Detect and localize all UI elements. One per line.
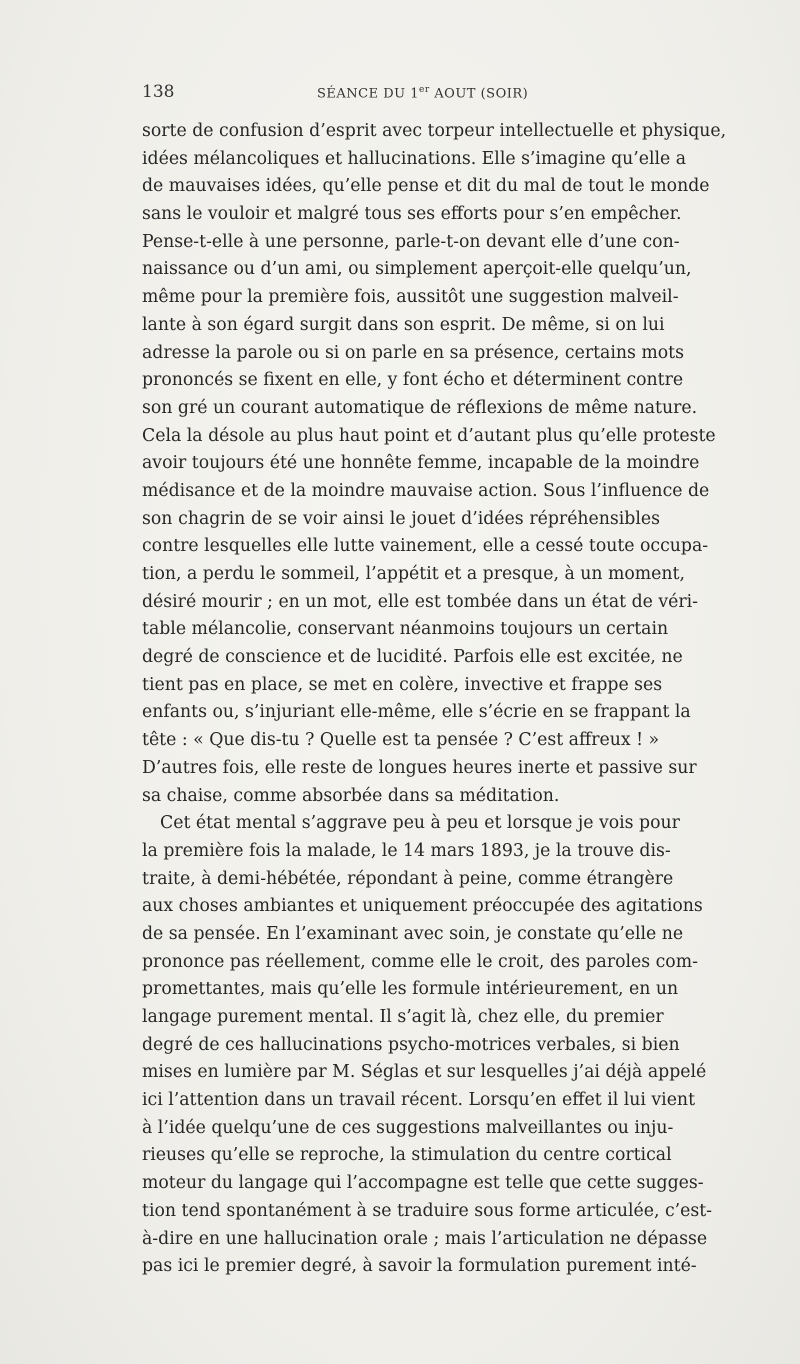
text-line: tion tend spontanément à se traduire sous forme articulée, c’est- [142, 1200, 712, 1221]
running-head-sup: er [419, 85, 430, 95]
text-line: contre lesquelles elle lutte vainement, elle a cessé toute occupa- [142, 536, 709, 557]
text-line: langage purement mental. Il s’agit là, chez elle, du premier [142, 1007, 664, 1027]
text-line: tion, a perdu le sommeil, l’appétit et a presque, à un moment, [142, 564, 685, 584]
text-line: adresse la parole ou si on parle en sa présence, certains mots [142, 342, 684, 363]
text-line: désiré mourir ; en un mot, elle est tombée dans un état de véri- [142, 591, 698, 612]
text-line: sorte de confusion d’esprit avec torpeur intellectuelle et physique, [142, 121, 727, 141]
text-line: de mauvaises idées, qu’elle pense et dit du mal de tout le monde [142, 176, 710, 197]
text-line: son chagrin de se voir ainsi le jouet d’idées répréhensibles [142, 508, 660, 529]
text-line: Cet état mental s’aggrave peu à peu et lorsque je vois pour [160, 813, 680, 834]
text-line: pas ici le premier degré, à savoir la formulation purement inté- [142, 1256, 697, 1277]
text-line: à-dire en une hallucination orale ; mais l’articulation ne dépasse [142, 1228, 708, 1249]
text-line: moteur du langage qui l’accompagne est telle que cette sugges- [142, 1173, 704, 1194]
text-line: la première fois la malade, le 14 mars 1893, je la trouve dis- [142, 840, 671, 861]
text-line: traite, à demi-hébétée, répondant à peine, comme étrangère [142, 868, 674, 889]
text-line: aux choses ambiantes et uniquement préoccupée des agitations [142, 896, 703, 917]
running-head-post: AOUT (SOIR) [429, 86, 529, 102]
page-header [142, 82, 662, 108]
text-line: médisance et de la moindre mauvaise action. Sous l’influence de [142, 480, 710, 501]
text-line: promettantes, mais qu’elle les formule intérieurement, en un [142, 979, 679, 1000]
text-line: tête : « Que dis-tu ? Quelle est ta pensée ? C’est affreux ! » [142, 730, 660, 751]
text-line: mises en lumière par M. Séglas et sur lesquelles j’ai déjà appelé [142, 1062, 707, 1083]
text-line: lante à son égard surgit dans son esprit. De même, si on lui [142, 314, 665, 335]
text-line: avoir toujours été une honnête femme, incapable de la moindre [142, 453, 700, 474]
text-line: D’autres fois, elle reste de longues heures inerte et passive sur [142, 757, 697, 778]
page-number: 138 [142, 82, 175, 102]
text-line: sans le vouloir et malgré tous ses efforts pour s’en empêcher. [142, 204, 682, 225]
text-line: table mélancolie, conservant néanmoins toujours un certain [142, 619, 669, 640]
text-line: prononce pas réellement, comme elle le croit, des paroles com- [142, 951, 698, 972]
text-line: même pour la première fois, aussitôt une suggestion malveil- [142, 287, 679, 308]
text-line: degré de ces hallucinations psycho-motrices verbales, si bien [142, 1034, 680, 1055]
text-line: enfants ou, s’injuriant elle-même, elle s’écrie en se frappant la [142, 702, 691, 723]
text-line: naissance ou d’un ami, ou simplement aperçoit-elle quelqu’un, [142, 259, 692, 280]
text-line: idées mélancoliques et hallucinations. Elle s’imagine qu’elle a [142, 148, 687, 169]
text-line: Cela la désole au plus haut point et d’autant plus qu’elle proteste [142, 425, 716, 446]
running-head-pre: SÉANCE DU 1 [317, 86, 420, 102]
text-line: tient pas en place, se met en colère, invective et frappe ses [142, 674, 663, 695]
text-line: degré de conscience et de lucidité. Parfois elle est excitée, ne [142, 647, 683, 668]
running-head [317, 85, 528, 101]
body-text [142, 118, 727, 1281]
text-line: Pense-t-elle à une personne, parle-t-on devant elle d’une con- [142, 231, 680, 252]
text-line: ici l’attention dans un travail récent. Lorsqu’en effet il lui vient [142, 1090, 696, 1111]
text-line: de sa pensée. En l’examinant avec soin, je constate qu’elle ne [142, 923, 684, 944]
text-line: sa chaise, comme absorbée dans sa méditation. [142, 785, 560, 806]
text-line: prononcés se fixent en elle, y font écho et déterminent contre [142, 370, 684, 391]
text-line: son gré un courant automatique de réflexions de même nature. [142, 397, 698, 418]
text-line: à l’idée quelqu’une de ces suggestions malveillantes ou inju- [142, 1117, 674, 1138]
text-line: rieuses qu’elle se reproche, la stimulation du centre cortical [142, 1145, 672, 1166]
